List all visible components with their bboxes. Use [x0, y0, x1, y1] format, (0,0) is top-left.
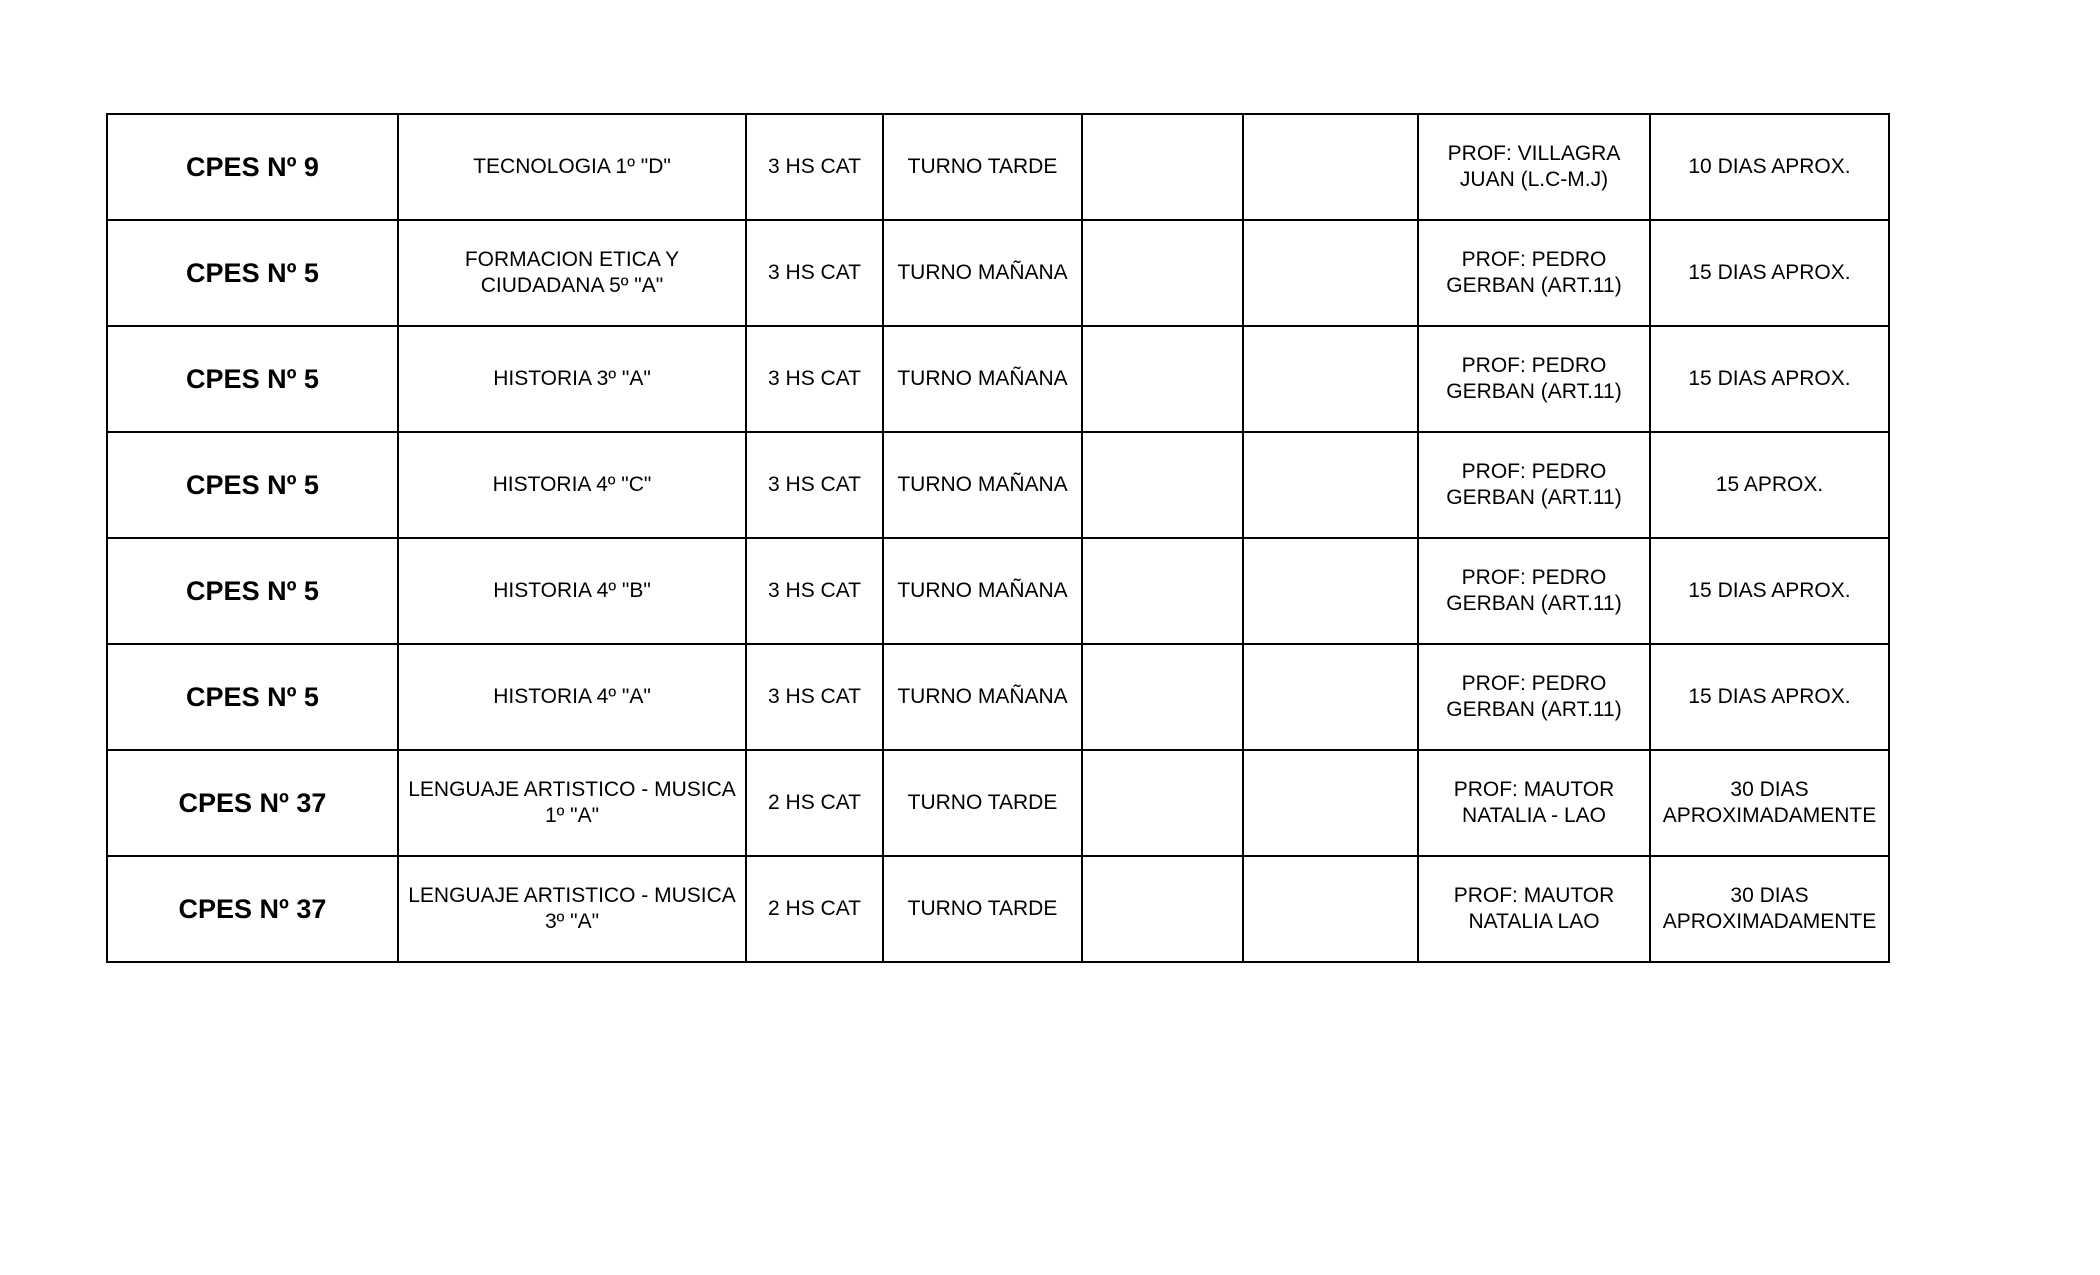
duration-cell: 15 DIAS APROX. — [1650, 644, 1889, 750]
hours-cell: 3 HS CAT — [746, 538, 883, 644]
shift-cell: TURNO MAÑANA — [883, 538, 1082, 644]
teacher-cell: PROF: PEDRO GERBAN (ART.11) — [1418, 326, 1650, 432]
school-cell: CPES Nº 9 — [107, 114, 398, 220]
teacher-cell: PROF: MAUTOR NATALIA LAO — [1418, 856, 1650, 962]
duration-cell: 30 DIAS APROXIMADAMENTE — [1650, 750, 1889, 856]
table-row — [107, 432, 1889, 538]
subject-cell: TECNOLOGIA 1º "D" — [398, 114, 746, 220]
duration-cell: 15 DIAS APROX. — [1650, 326, 1889, 432]
shift-cell: TURNO TARDE — [883, 114, 1082, 220]
hours-cell: 3 HS CAT — [746, 432, 883, 538]
empty-cell — [1082, 538, 1243, 644]
subject-cell: HISTORIA 4º "B" — [398, 538, 746, 644]
empty-cell — [1243, 114, 1418, 220]
empty-cell — [1243, 856, 1418, 962]
teacher-cell: PROF: PEDRO GERBAN (ART.11) — [1418, 644, 1650, 750]
table-row — [107, 220, 1889, 326]
vacancy-table — [106, 113, 1890, 963]
school-cell: CPES Nº 5 — [107, 432, 398, 538]
empty-cell — [1082, 644, 1243, 750]
empty-cell — [1082, 432, 1243, 538]
duration-cell: 15 DIAS APROX. — [1650, 538, 1889, 644]
teacher-cell: PROF: VILLAGRA JUAN (L.C-M.J) — [1418, 114, 1650, 220]
table-row — [107, 538, 1889, 644]
subject-cell: LENGUAJE ARTISTICO - MUSICA 3º "A" — [398, 856, 746, 962]
duration-cell: 10 DIAS APROX. — [1650, 114, 1889, 220]
empty-cell — [1082, 114, 1243, 220]
hours-cell: 3 HS CAT — [746, 326, 883, 432]
empty-cell — [1082, 220, 1243, 326]
school-cell: CPES Nº 5 — [107, 326, 398, 432]
teacher-cell: PROF: PEDRO GERBAN (ART.11) — [1418, 538, 1650, 644]
duration-cell: 30 DIAS APROXIMADAMENTE — [1650, 856, 1889, 962]
school-cell: CPES Nº 5 — [107, 538, 398, 644]
shift-cell: TURNO MAÑANA — [883, 220, 1082, 326]
shift-cell: TURNO MAÑANA — [883, 432, 1082, 538]
table-row — [107, 114, 1889, 220]
hours-cell: 3 HS CAT — [746, 644, 883, 750]
teacher-cell: PROF: MAUTOR NATALIA - LAO — [1418, 750, 1650, 856]
subject-cell: HISTORIA 3º "A" — [398, 326, 746, 432]
subject-cell: FORMACION ETICA Y CIUDADANA 5º "A" — [398, 220, 746, 326]
shift-cell: TURNO TARDE — [883, 750, 1082, 856]
empty-cell — [1243, 538, 1418, 644]
duration-cell: 15 DIAS APROX. — [1650, 220, 1889, 326]
hours-cell: 3 HS CAT — [746, 114, 883, 220]
school-cell: CPES Nº 5 — [107, 644, 398, 750]
teacher-cell: PROF: PEDRO GERBAN (ART.11) — [1418, 220, 1650, 326]
subject-cell: HISTORIA 4º "A" — [398, 644, 746, 750]
empty-cell — [1082, 856, 1243, 962]
shift-cell: TURNO MAÑANA — [883, 326, 1082, 432]
shift-cell: TURNO TARDE — [883, 856, 1082, 962]
teacher-cell: PROF: PEDRO GERBAN (ART.11) — [1418, 432, 1650, 538]
table-row — [107, 644, 1889, 750]
empty-cell — [1243, 750, 1418, 856]
school-cell: CPES Nº 37 — [107, 856, 398, 962]
empty-cell — [1082, 750, 1243, 856]
school-cell: CPES Nº 37 — [107, 750, 398, 856]
empty-cell — [1243, 220, 1418, 326]
table-row — [107, 856, 1889, 962]
hours-cell: 3 HS CAT — [746, 220, 883, 326]
table-row — [107, 750, 1889, 856]
school-cell: CPES Nº 5 — [107, 220, 398, 326]
empty-cell — [1082, 326, 1243, 432]
table-row — [107, 326, 1889, 432]
empty-cell — [1243, 326, 1418, 432]
subject-cell: LENGUAJE ARTISTICO - MUSICA 1º "A" — [398, 750, 746, 856]
empty-cell — [1243, 432, 1418, 538]
duration-cell: 15 APROX. — [1650, 432, 1889, 538]
hours-cell: 2 HS CAT — [746, 856, 883, 962]
hours-cell: 2 HS CAT — [746, 750, 883, 856]
shift-cell: TURNO MAÑANA — [883, 644, 1082, 750]
empty-cell — [1243, 644, 1418, 750]
subject-cell: HISTORIA 4º "C" — [398, 432, 746, 538]
